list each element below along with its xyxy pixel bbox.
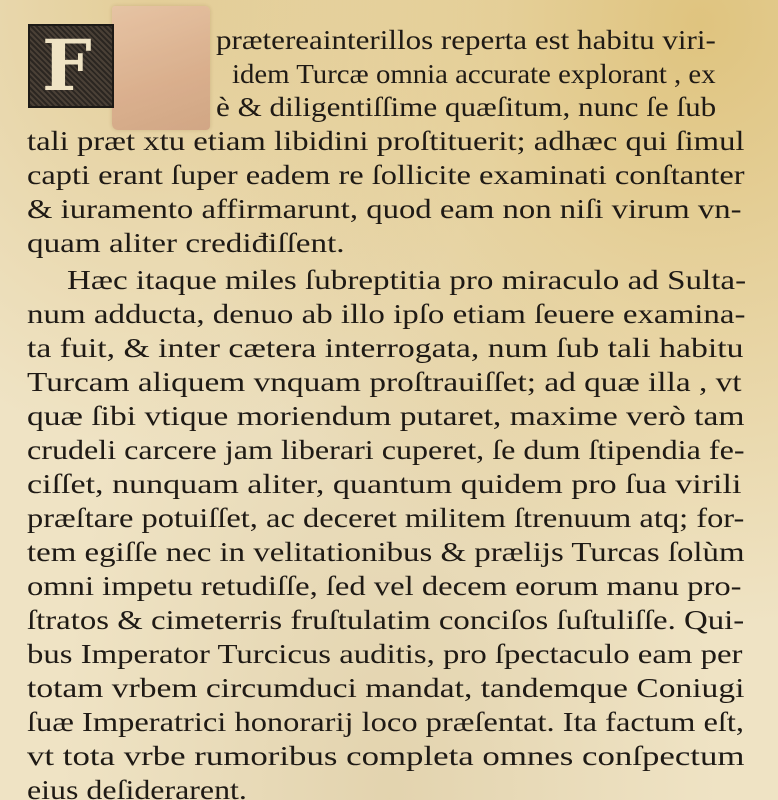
text-line: eius deſiderarent. [27, 775, 247, 800]
text-line: tem egiſſe nec in velitationibus & prælijs Turcas ſolùm [27, 537, 745, 567]
text-line: Hæc itaque miles ſubreptitia pro miraculo ad Sulta- [67, 265, 747, 295]
text-line: totam vrbem circumduci mandat, tandemque Coniugi [27, 673, 745, 703]
text-line: omni impetu retudiſſe, ſed vel decem eorum manu pro- [27, 571, 742, 601]
text-line: crudeli carcere jam liberari cuperet, ſe dum ſtipendia fe- [27, 435, 745, 465]
text-line: quam aliter crediđiſſent. [27, 228, 345, 258]
text-line: num adducta, denuo ab illo ipſo etiam ſeuere examina- [27, 299, 746, 329]
text-line: prætereainterillos reperta est habitu viri- [216, 25, 716, 55]
text-line: Turcam aliquem vnquam proſtrauiſſet; ad quæ illa , vt [27, 367, 742, 397]
text-line: capti erant ſuper eadem re ſollicite examinati conſtanter [27, 160, 745, 190]
text-line: quæ ſibi vtique moriendum putaret, maxime verò tam [27, 401, 745, 431]
text-line: vt tota vrbe rumoribus completa omnes conſpectum [27, 741, 745, 771]
text-line: ta fuit, & inter cætera interrogata, num ſub tali habitu [27, 333, 744, 363]
text-line: idem Turcæ omnia accurate explorant , ex [232, 59, 716, 89]
text-line: præſtare potuiſſet, ac deceret militem ſtrenuum atq; for- [27, 503, 745, 533]
text-line: bus Imperator Turcicus auditis, pro ſpectaculo eam per [27, 639, 743, 669]
text-line: ſtratos & cimeterris fruſtulatim conciſos ſuſtuliſſe. Qui- [27, 605, 745, 635]
text-line: tali præt xtu etiam libidini proſtituerit; adhæc qui ſimul [27, 126, 745, 156]
text-line: ciſſet, nunquam aliter, quantum quidem pro ſua virili [27, 469, 742, 499]
text-line: ſuæ Imperatrici honorarij loco præſentat. Ita factum eſt, [27, 707, 745, 737]
text-line: & iuramento affirmarunt, quod eam non niſi virum vn- [27, 194, 742, 224]
initial-letter: F [42, 24, 92, 107]
text-line: è & diligentiſſime quæſitum, nunc ſe ſub [216, 92, 717, 122]
